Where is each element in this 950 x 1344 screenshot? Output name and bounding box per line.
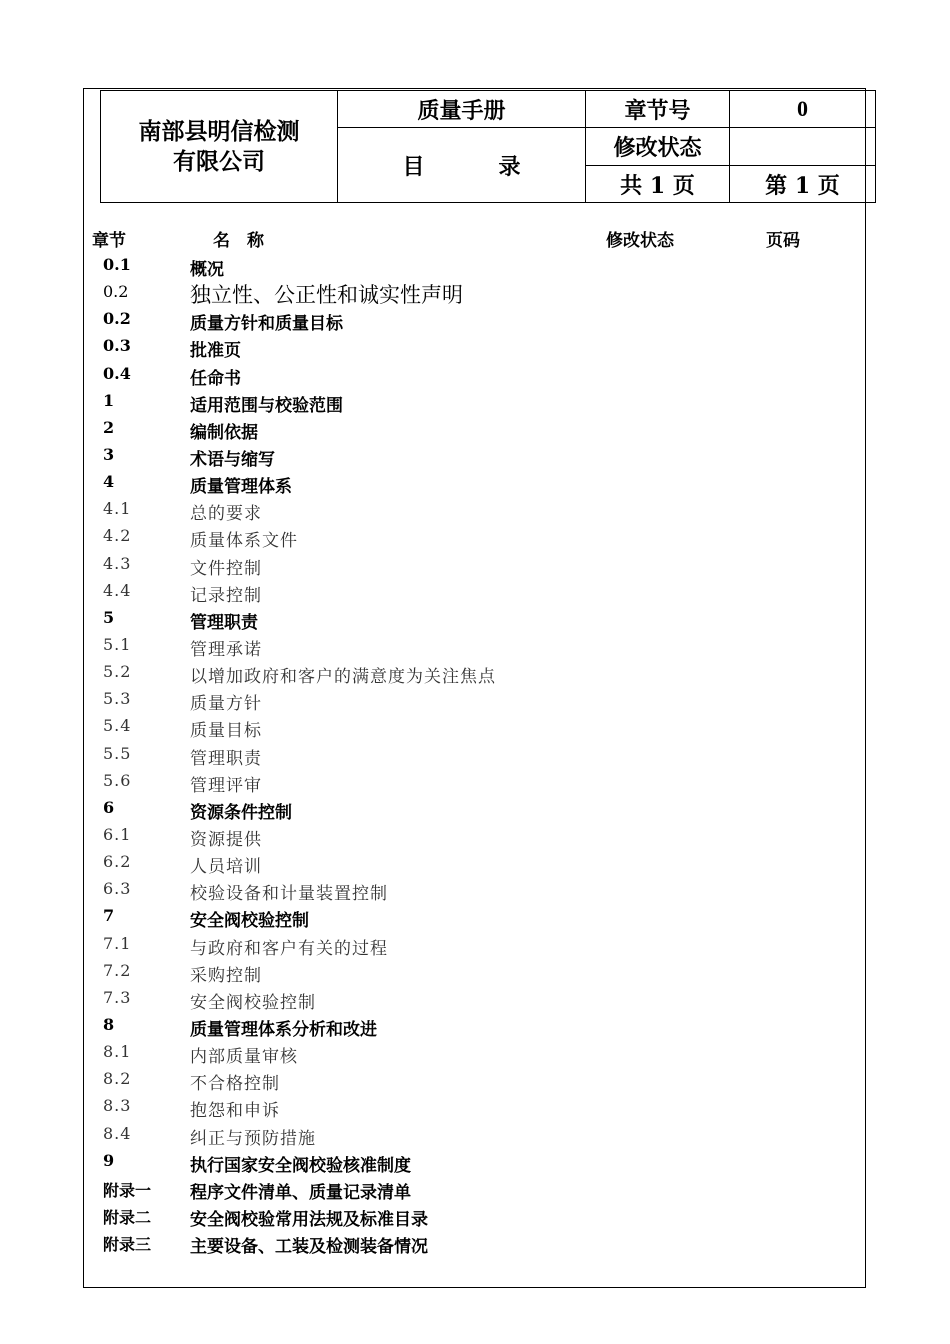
toc-entry-title: 管理评审 (190, 775, 262, 796)
toc-entry (0, 1066, 950, 1093)
toc-list (0, 252, 950, 1256)
toc-entry-number: 6 (103, 797, 115, 817)
toc-entry (0, 822, 950, 849)
toc-entry (0, 578, 950, 605)
toc-entry-number: 4.1 (103, 499, 132, 519)
toc-entry (0, 551, 950, 578)
toc-entry-number: 4.2 (103, 526, 132, 546)
toc-entry-number: 5.3 (103, 689, 132, 709)
toc-entry (0, 795, 950, 822)
toc-entry-number: 0.1 (103, 255, 131, 274)
toc-entry-title: 总的要求 (190, 504, 262, 525)
toc-entry-number: 附录三 (103, 1235, 152, 1255)
toc-entry-number: 5.2 (103, 662, 132, 682)
company-name-cell (101, 91, 338, 203)
toc-entry-number: 8 (103, 1014, 115, 1034)
toc-entry-number: 0.2 (103, 282, 129, 302)
toc-entry-number: 0.3 (103, 336, 131, 356)
toc-entry-title: 采购控制 (190, 965, 262, 986)
toc-entry-title: 质量体系文件 (190, 531, 298, 552)
toc-entry-title: 与政府和客户有关的过程 (190, 938, 388, 959)
toc-entry (0, 333, 950, 360)
toc-entry (0, 632, 950, 659)
toc-title: 目 录 (338, 128, 586, 203)
toc-entry-number: 附录一 (103, 1180, 152, 1200)
toc-entry (0, 1229, 950, 1256)
toc-entry-number: 4.4 (103, 580, 132, 600)
toc-entry-title: 内部质量审核 (190, 1047, 298, 1068)
revision-value (730, 128, 876, 166)
toc-entry (0, 388, 950, 415)
toc-entry-number: 8.2 (103, 1069, 132, 1089)
toc-entry-title: 以增加政府和客户的满意度为关注焦点 (190, 667, 496, 688)
toc-entry-number: 6.1 (103, 824, 132, 844)
toc-entry-number: 5.6 (103, 770, 132, 790)
toc-entry-title: 质量管理体系 (190, 477, 292, 498)
toc-entry-title: 质量方针和质量目标 (190, 314, 343, 335)
toc-entry (0, 523, 950, 550)
toc-entry-number: 7.1 (103, 933, 132, 953)
toc-entry-number: 6.2 (103, 852, 132, 872)
toc-entry-title: 程序文件清单、质量记录清单 (190, 1182, 411, 1203)
toc-entry-title: 抱怨和申诉 (190, 1101, 280, 1122)
toc-entry-title: 纠正与预防措施 (190, 1128, 316, 1149)
toc-entry-number: 8.1 (103, 1042, 132, 1062)
toc-entry (0, 442, 950, 469)
toc-entry-title: 独立性、公正性和诚实性声明 (190, 283, 463, 308)
toc-entry-title: 任命书 (190, 368, 241, 389)
toc-entry-title: 资源提供 (190, 829, 262, 850)
toc-entry (0, 931, 950, 958)
toc-entry-title: 质量管理体系分析和改进 (190, 1019, 377, 1040)
toc-entry (0, 876, 950, 903)
toc-entry-title: 批准页 (190, 341, 241, 362)
toc-entry (0, 1148, 950, 1175)
page-number: 第 1 页 (730, 166, 876, 203)
manual-title: 质量手册 (338, 91, 586, 128)
toc-entry-title: 概况 (190, 260, 224, 280)
toc-entry-number: 5.5 (103, 743, 132, 763)
toc-entry (0, 659, 950, 686)
chapter-label: 章节号 (586, 91, 730, 128)
toc-entry (0, 741, 950, 768)
toc-entry (0, 1039, 950, 1066)
toc-entry-number: 1 (103, 390, 115, 410)
toc-entry (0, 469, 950, 496)
company-name-line2: 有限公司 (173, 147, 265, 175)
toc-entry (0, 361, 950, 388)
toc-entry (0, 1202, 950, 1229)
toc-entry-number: 附录二 (103, 1207, 152, 1227)
toc-entry-number: 5 (103, 607, 115, 627)
toc-entry (0, 415, 950, 442)
toc-entry-number: 0.4 (103, 363, 131, 383)
toc-column-header (0, 226, 950, 251)
toc-entry-number: 7.2 (103, 960, 132, 980)
column-revision: 修改状态 (606, 231, 674, 251)
toc-entry-number: 3 (103, 444, 115, 464)
toc-entry (0, 605, 950, 632)
toc-entry-title: 文件控制 (190, 558, 262, 579)
toc-entry-title: 编制依据 (190, 422, 258, 443)
toc-entry (0, 768, 950, 795)
toc-entry-title: 主要设备、工装及检测装备情况 (190, 1237, 428, 1258)
toc-entry-number: 9 (103, 1150, 115, 1170)
revision-label: 修改状态 (586, 128, 730, 166)
toc-entry (0, 306, 950, 333)
toc-entry-title: 不合格控制 (190, 1074, 280, 1095)
toc-entry-number: 4 (103, 472, 115, 492)
toc-entry-number: 8.3 (103, 1096, 132, 1116)
toc-entry-title: 管理职责 (190, 612, 258, 633)
toc-entry-title: 校验设备和计量装置控制 (190, 884, 388, 905)
toc-entry (0, 1121, 950, 1148)
toc-entry-title: 术语与缩写 (190, 449, 275, 470)
toc-entry-title: 人员培训 (190, 857, 262, 878)
toc-entry-number: 4.3 (103, 553, 132, 573)
document-header-table (100, 90, 876, 203)
toc-entry-title: 适用范围与校验范围 (190, 395, 343, 416)
company-name-line1: 南部县明信检测 (138, 117, 300, 145)
column-name: 名 称 (213, 231, 264, 251)
toc-entry (0, 903, 950, 930)
column-page: 页码 (766, 231, 800, 251)
toc-entry-number: 8.4 (103, 1123, 132, 1143)
toc-entry-title: 质量目标 (190, 721, 262, 742)
toc-entry (0, 1012, 950, 1039)
toc-entry-number: 5.1 (103, 634, 132, 654)
toc-entry-title: 管理承诺 (190, 639, 262, 660)
toc-entry (0, 985, 950, 1012)
toc-entry-title: 安全阀校验控制 (190, 911, 309, 932)
toc-entry (0, 496, 950, 523)
toc-entry-title: 资源条件控制 (190, 802, 292, 823)
toc-entry (0, 1175, 950, 1202)
column-chapter: 章节 (92, 231, 126, 251)
toc-entry-title: 质量方针 (190, 694, 262, 715)
toc-entry-title: 记录控制 (190, 585, 262, 606)
toc-entry-title: 执行国家安全阀校验核准制度 (190, 1155, 411, 1176)
toc-entry (0, 958, 950, 985)
toc-entry (0, 252, 950, 279)
toc-entry (0, 686, 950, 713)
toc-entry-title: 安全阀校验控制 (190, 992, 316, 1013)
toc-entry (0, 1093, 950, 1120)
toc-entry (0, 713, 950, 740)
chapter-value: 0 (730, 91, 876, 128)
toc-entry-number: 7.3 (103, 987, 132, 1007)
toc-entry-number: 2 (103, 417, 115, 437)
toc-entry (0, 279, 950, 306)
toc-entry-number: 0.2 (103, 309, 131, 329)
toc-entry-title: 管理职责 (190, 748, 262, 769)
toc-entry-number: 5.4 (103, 716, 132, 736)
toc-entry-number: 7 (103, 906, 115, 926)
toc-entry-title: 安全阀校验常用法规及标准目录 (190, 1209, 428, 1230)
toc-entry-number: 6.3 (103, 879, 132, 899)
toc-entry (0, 849, 950, 876)
total-pages: 共 1 页 (586, 166, 730, 203)
